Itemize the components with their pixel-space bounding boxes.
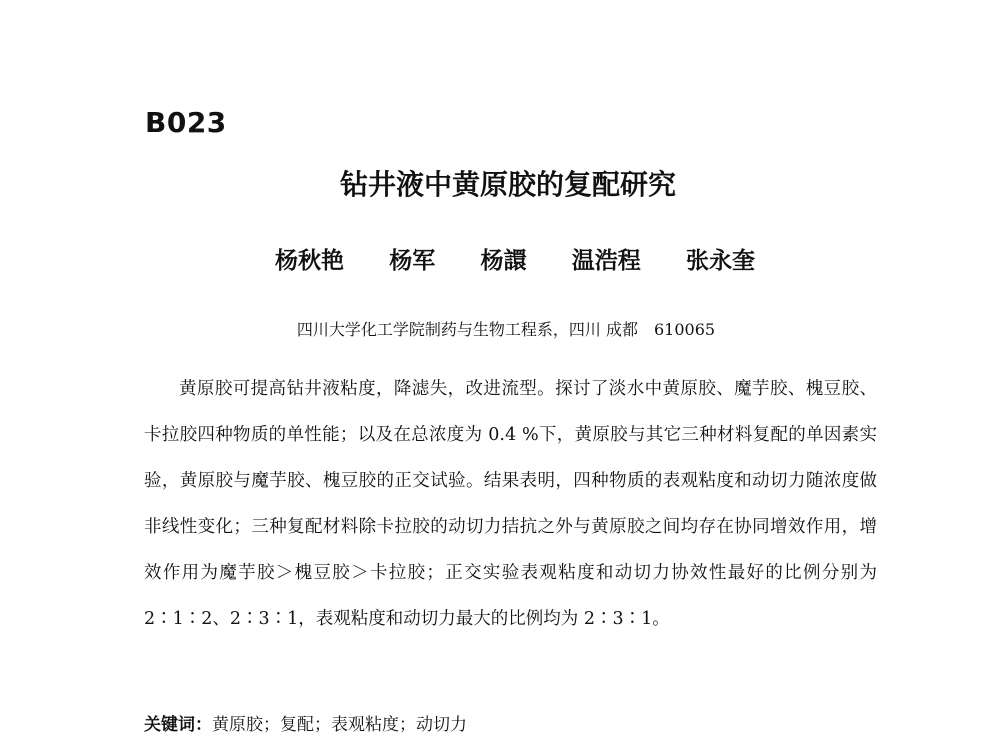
author-name: 杨秋艳 [275,248,344,274]
author-name: 张永奎 [686,248,755,274]
paper-code: B023 [145,106,227,139]
affiliation: 四川大学化工学院制药与生物工程系，四川 成都 610065 [296,320,716,339]
author-list [275,239,755,283]
paper-title: 钻井液中黄原胶的复配研究 [339,168,676,201]
keywords-line [144,709,467,741]
author-name: 杨军 [389,248,436,274]
keywords-label: 关键词： [144,715,212,735]
author-name: 温浩程 [571,248,641,274]
keywords-text: 黄原胶；复配；表观粘度；动切力 [212,715,467,735]
author-name: 杨譞 [480,248,527,274]
abstract-paragraph: 黄原胶可提高钻井液粘度，降滤失，改进流型。探讨了淡水中黄原胶、魔芋胶、槐豆胶、卡拉胶四种物质的单性能；以及在总浓度为 0.4 %下，黄原胶与其它三种材料复配的单因素实验，黄原胶与魔芋胶、槐豆胶的正交试验。结果表明，四种物质的表观粘度和动切力随浓度做非线性变化；三种复配材料除卡拉胶的动切力拮抗之外与黄原胶之间均存在协同增效作用，增效作用为魔芋胶＞槐豆胶＞卡拉胶；正交实验表观粘度和动切力协效性最好的比例分别为 2∶1∶2、2∶3∶1，表观粘度和动切力最大的比例均为 2∶3∶1。 [144,379,877,629]
